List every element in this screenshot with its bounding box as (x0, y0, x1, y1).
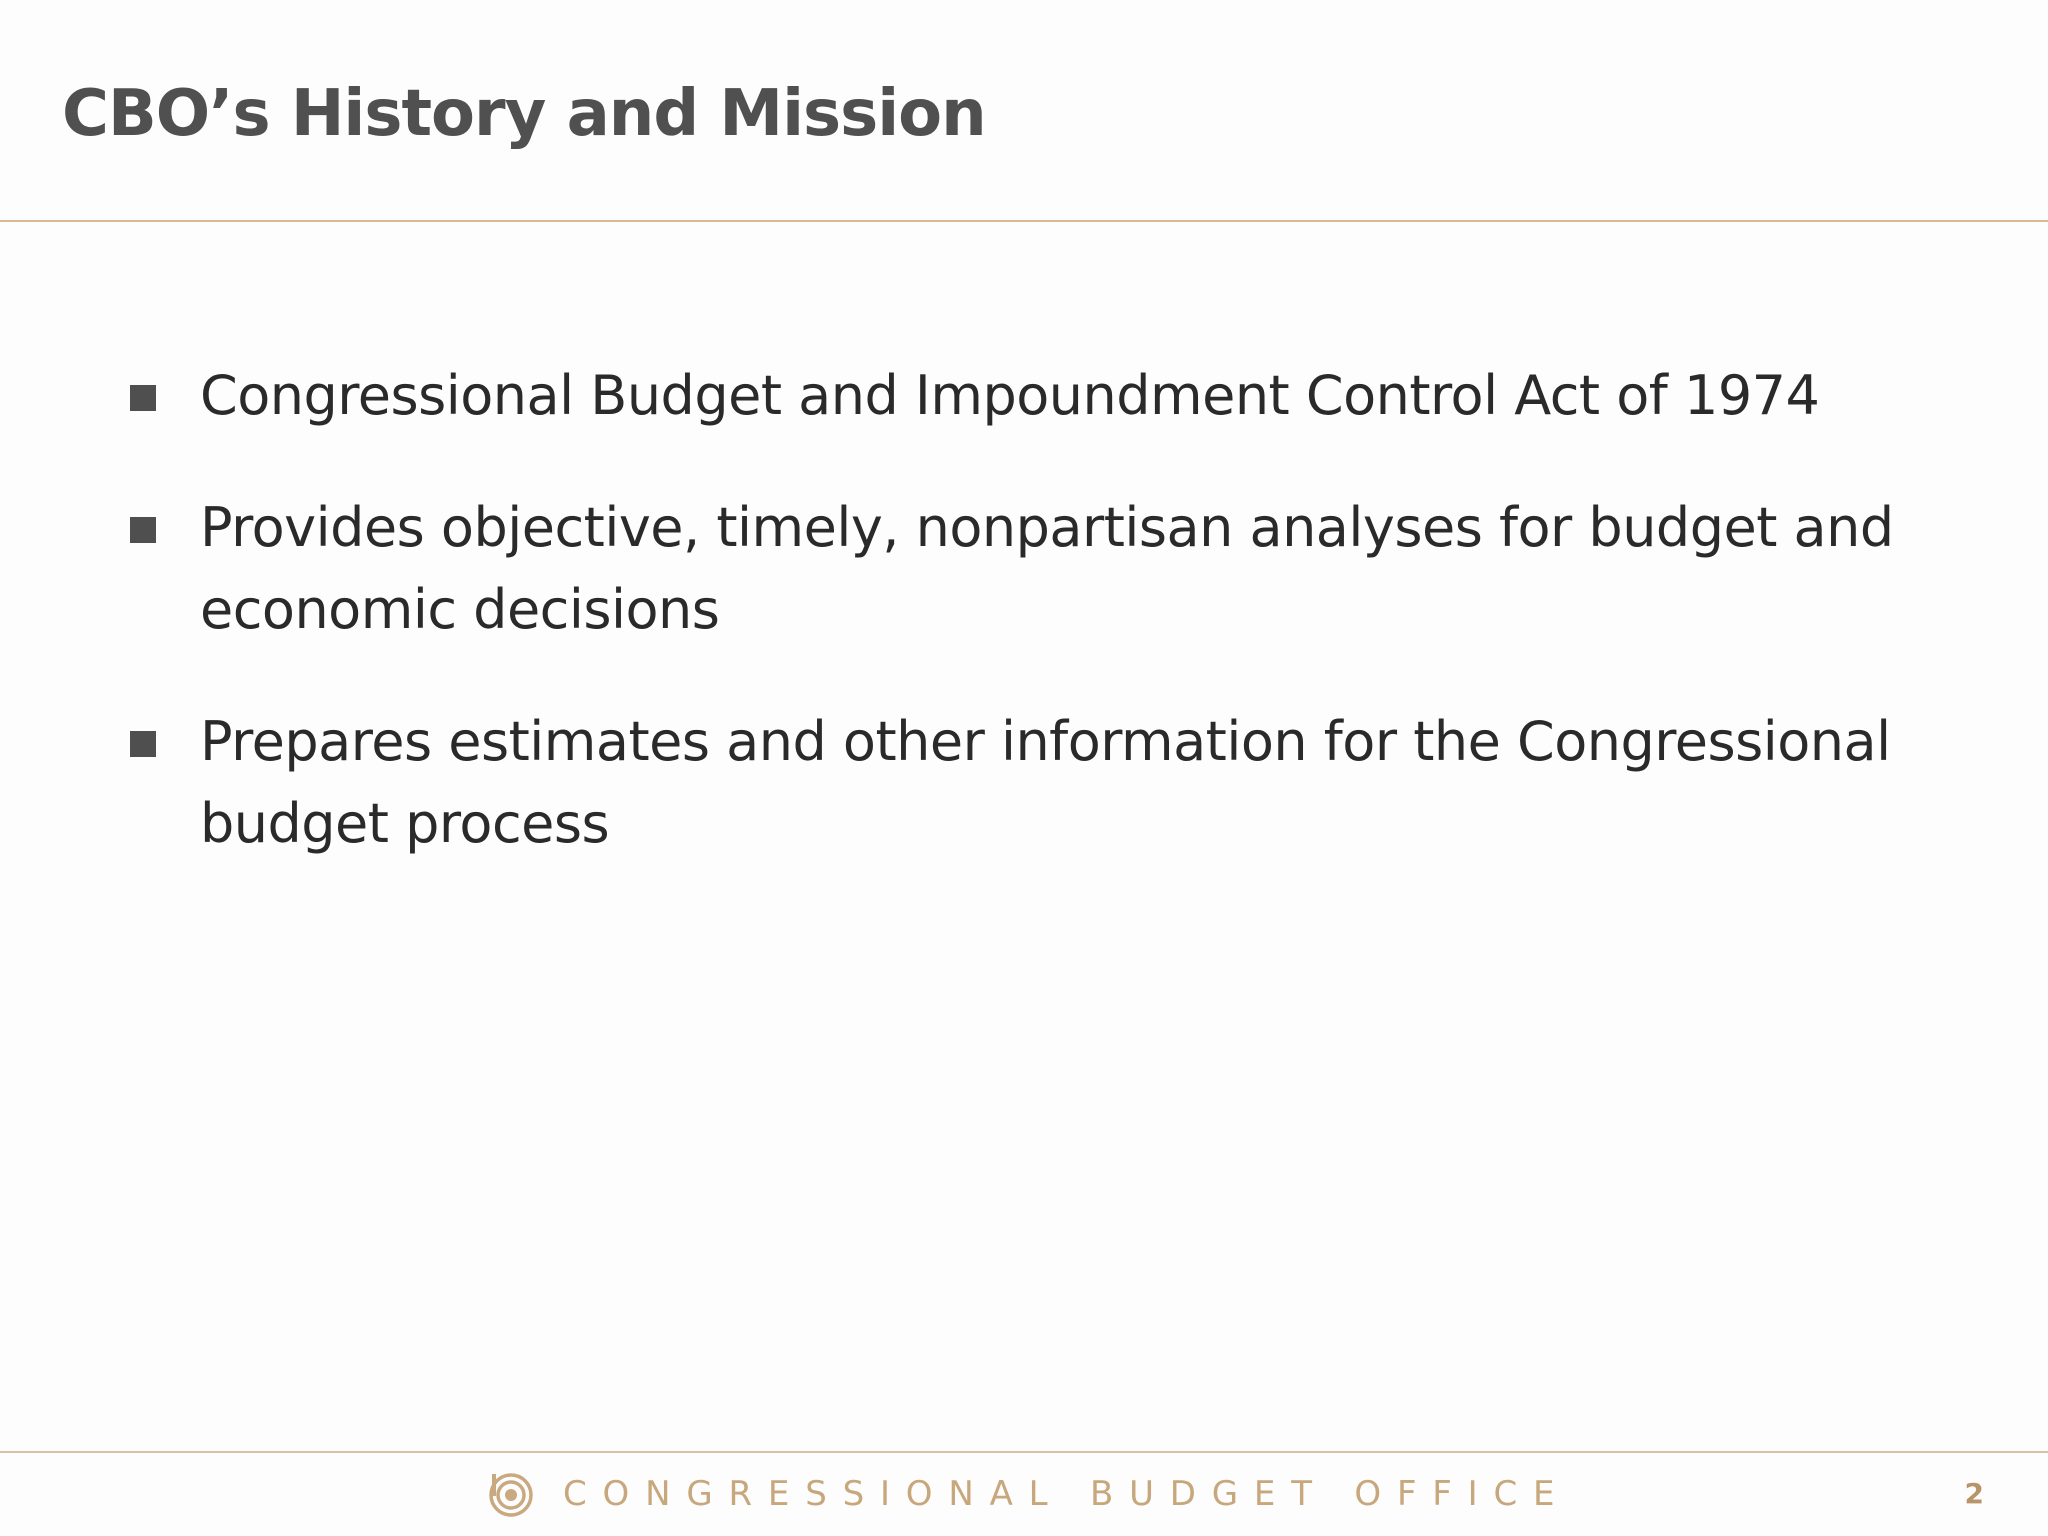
bullet-item (125, 701, 1975, 865)
page-number: 2 (1964, 1477, 1984, 1510)
cbo-logo-icon (488, 1472, 534, 1518)
bullet-text: Provides objective, timely, nonpartisan analyses for budget and economic decisions (200, 496, 1894, 641)
header-divider (0, 220, 2048, 222)
footer (0, 1460, 2048, 1536)
bullet-text: Prepares estimates and other information for the Congressional budget process (200, 710, 1891, 855)
bullet-item (125, 487, 1975, 651)
square-bullet-icon (130, 731, 156, 757)
bullet-item (125, 355, 1975, 437)
slide-title: CBO’s History and Mission (62, 77, 986, 151)
organization-name: CONGRESSIONAL BUDGET OFFICE (563, 1474, 1571, 1514)
square-bullet-icon (130, 385, 156, 411)
bullet-text: Congressional Budget and Impoundment Control Act of 1974 (200, 364, 1820, 427)
footer-divider (0, 1451, 2048, 1453)
square-bullet-icon (130, 517, 156, 543)
bullet-list (125, 355, 1975, 915)
